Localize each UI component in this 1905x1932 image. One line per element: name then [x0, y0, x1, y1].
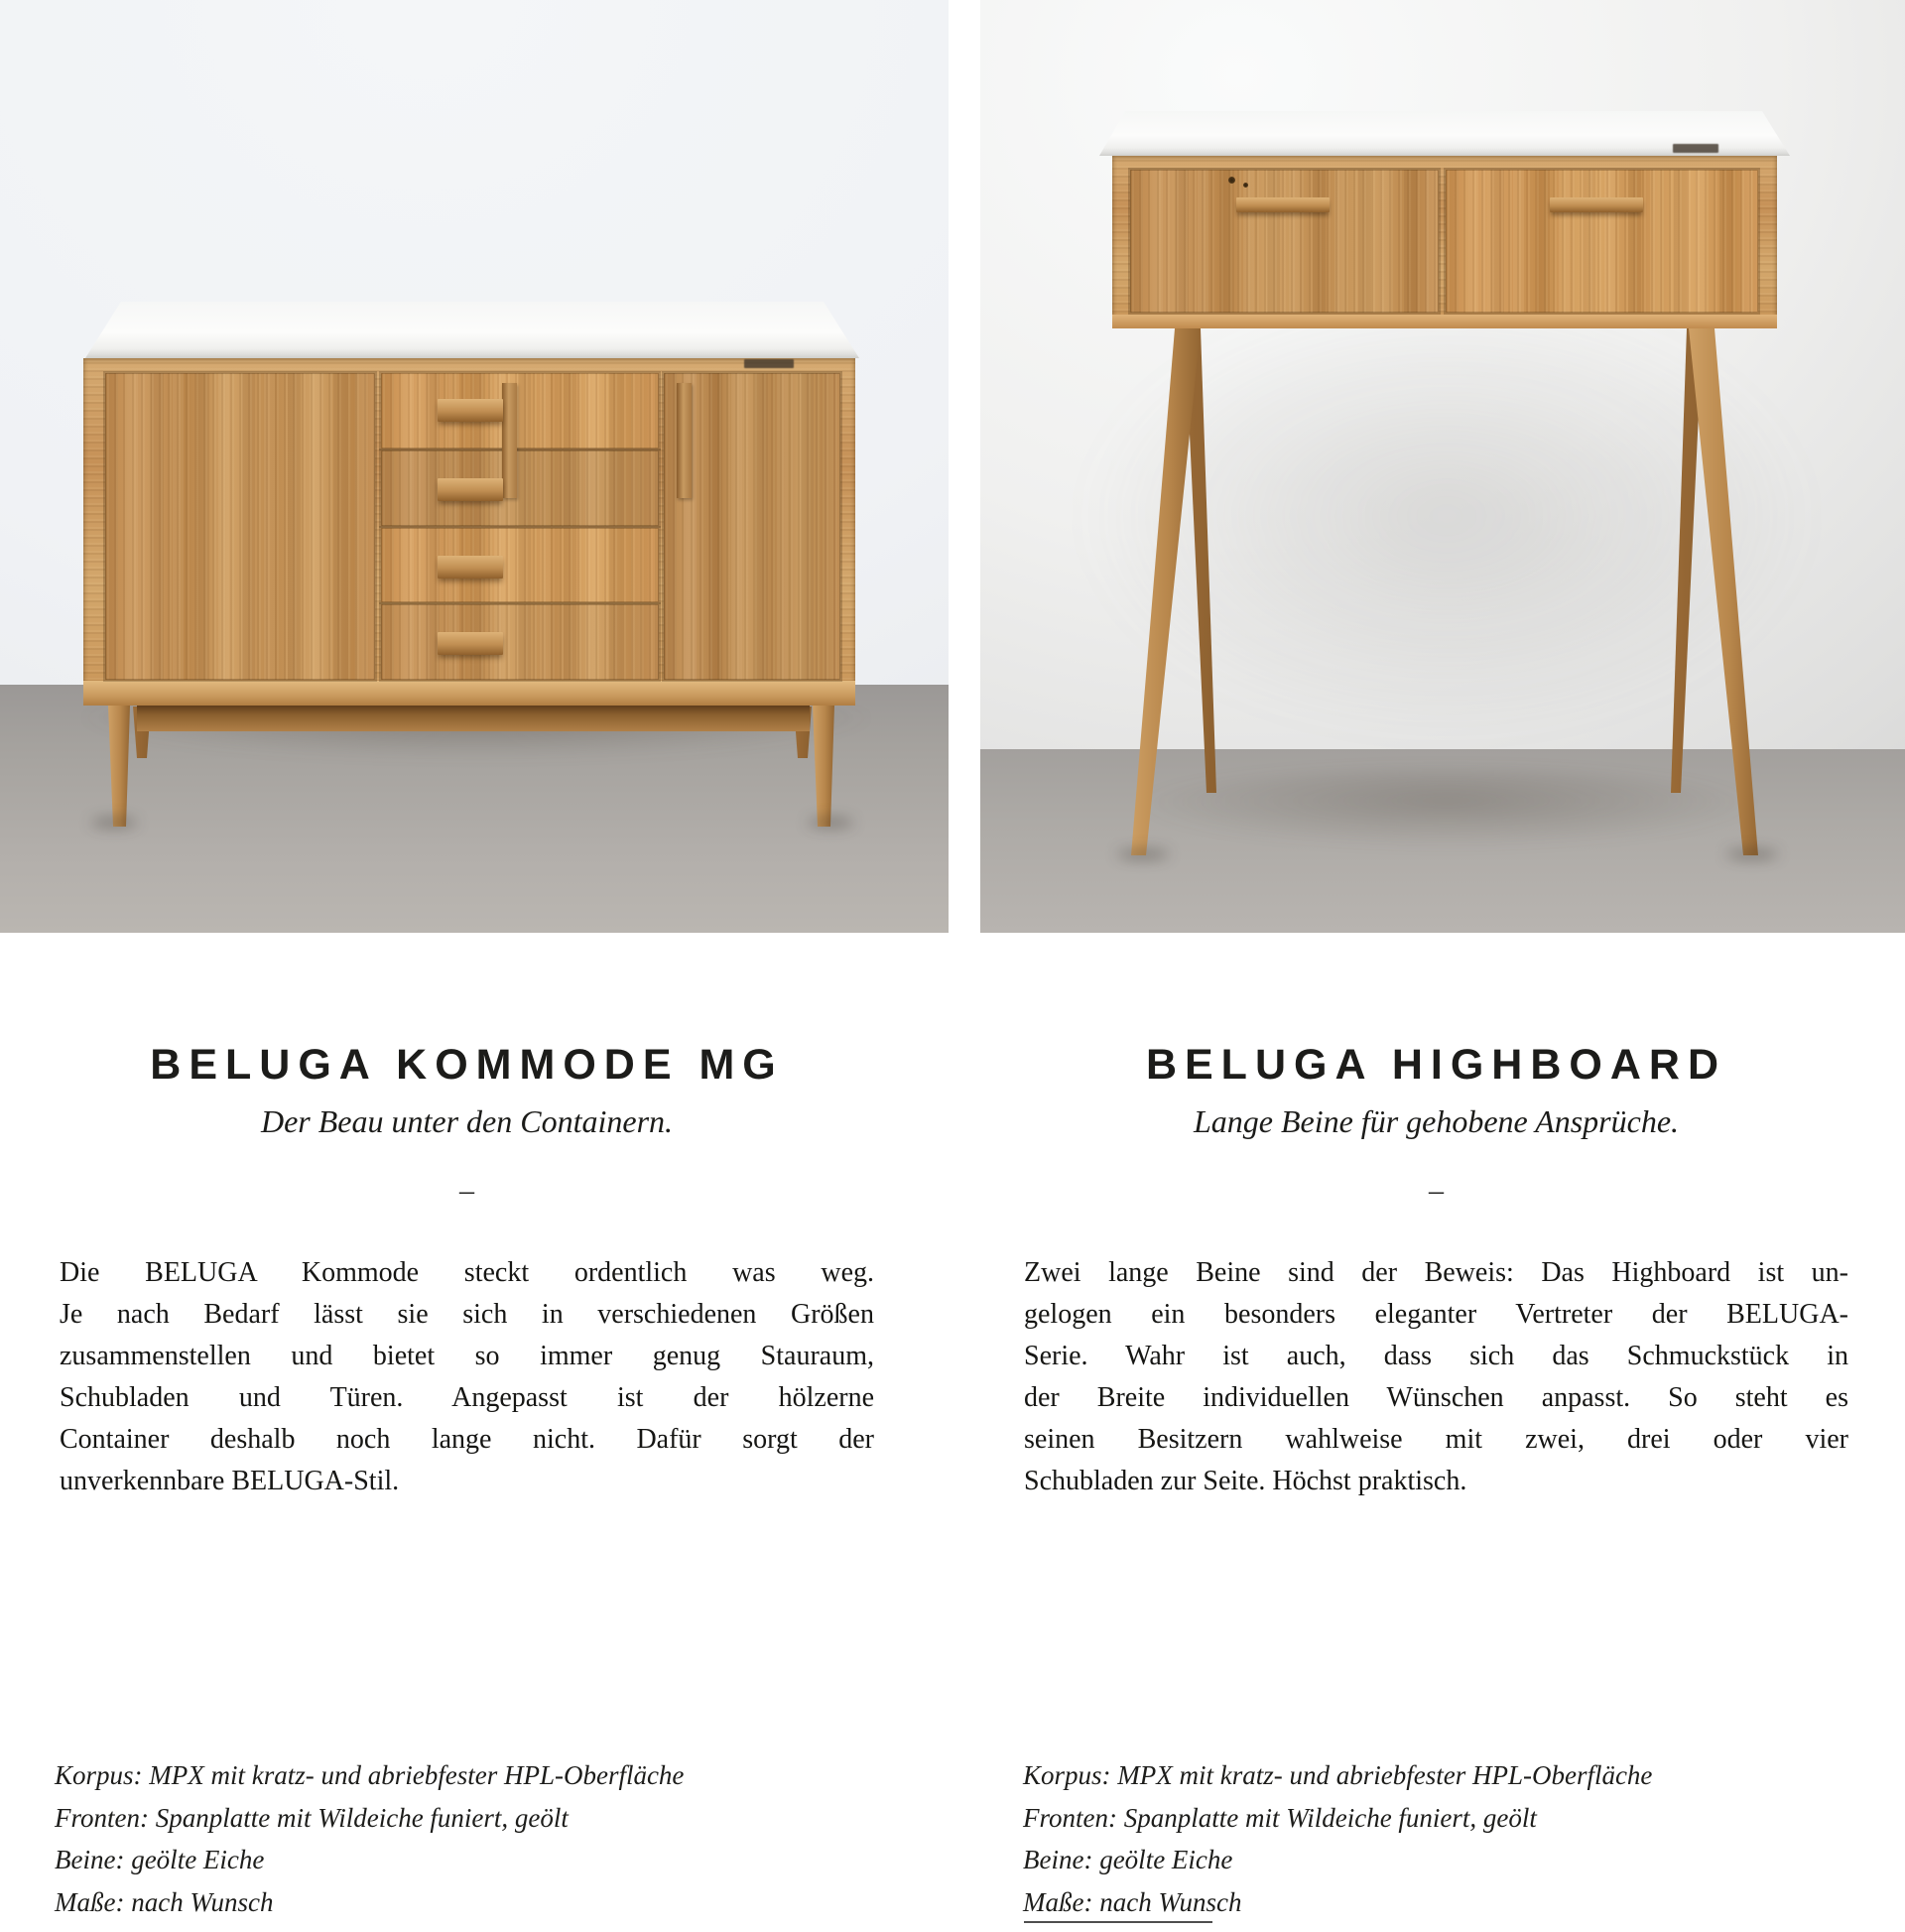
- product-title-kommode: BELUGA KOMMODE MG: [150, 1041, 784, 1089]
- highboard-drawer-handle-left: [1236, 197, 1330, 212]
- kommode-drawer-1: [381, 373, 659, 449]
- description-line: Container deshalb noch lange nicht. Dafür sorgt der: [60, 1424, 874, 1455]
- description-line: zusammenstellen und bietet so immer genug Stauraum,: [60, 1341, 874, 1371]
- product-specs-highboard: [1023, 1754, 1846, 1923]
- brand-stamp: [1673, 144, 1718, 153]
- product-title-highboard: BELUGA HIGHBOARD: [1145, 1041, 1727, 1089]
- product-photo-kommode: [0, 0, 949, 933]
- kommode-drawer-4: [381, 604, 659, 680]
- spec-line-beine: Beine: geölte Eiche: [55, 1845, 265, 1874]
- kommode-drawer-handle-3: [438, 556, 503, 579]
- highboard-drawer-right: [1446, 170, 1758, 313]
- product-subtitle-highboard: Lange Beine für gehobene Ansprüche.: [1193, 1103, 1680, 1139]
- separator-dash: –: [1429, 1174, 1444, 1207]
- spec-line-fronten: Fronten: Spanplatte mit Wildeiche funiert, geölt: [55, 1802, 569, 1833]
- product-description-highboard: [1024, 1252, 1848, 1502]
- kommode-tabletop: [85, 302, 859, 358]
- floor-shadow: [1129, 769, 1764, 848]
- description-line: Serie. Wahr ist auch, dass sich das Schmuckstück in: [1024, 1341, 1848, 1371]
- kommode-drawer-handle-4: [438, 632, 503, 655]
- wood-knot: [1243, 183, 1248, 188]
- leg-tip-shadow: [808, 818, 853, 828]
- product-specs-kommode: [55, 1754, 868, 1923]
- spec-line-masse: Maße: nach Wunsch: [1023, 1886, 1242, 1917]
- description-line: gelogen ein besonders eleganter Vertreter der BELUGA-: [1024, 1299, 1848, 1330]
- spec-line-fronten: Fronten: Spanplatte mit Wildeiche funiert, geölt: [1023, 1802, 1537, 1833]
- kommode-drawer-2: [381, 451, 659, 526]
- highboard-bottom-edge: [1112, 315, 1777, 328]
- spec-line-masse: Maße: nach Wunsch: [55, 1886, 274, 1917]
- description-line: unverkennbare BELUGA-Stil.: [60, 1466, 400, 1496]
- spec-line-korpus: Korpus: MPX mit kratz- und abriebfester HPL-Oberfläche: [1023, 1760, 1653, 1790]
- highboard-drawer-handle-right: [1550, 197, 1643, 212]
- description-line: Schubladen und Türen. Angepasst ist der hölzerne: [60, 1382, 874, 1413]
- product-subtitle-kommode: Der Beau unter den Containern.: [260, 1103, 674, 1139]
- kommode-bottom-edge: [83, 681, 855, 706]
- kommode-door-handle-right: [677, 383, 692, 498]
- leg-tip-shadow: [91, 818, 137, 828]
- description-line: Zwei lange Beine sind der Beweis: Das Highboard ist un-: [1024, 1257, 1848, 1288]
- description-line: Je nach Bedarf lässt sie sich in verschiedenen Größen: [60, 1299, 874, 1330]
- kommode-drawer-handle-2: [438, 478, 503, 501]
- spec-line-beine: Beine: geölte Eiche: [1023, 1845, 1233, 1874]
- product-photo-highboard: [980, 0, 1905, 933]
- kommode-door-handle-left: [502, 383, 517, 498]
- kommode-drawer-3: [381, 528, 659, 602]
- product-description-kommode: [60, 1252, 874, 1502]
- description-line: der Breite individuellen Wünschen anpasst. So steht es: [1024, 1382, 1848, 1413]
- wood-knot: [1228, 177, 1235, 184]
- kommode-door-left: [105, 373, 375, 680]
- highboard-drawer-left: [1130, 170, 1439, 313]
- description-line: seinen Besitzern wahlweise mit zwei, drei oder vier: [1024, 1424, 1848, 1455]
- leg-tip-shadow: [1117, 849, 1169, 859]
- separator-dash: –: [459, 1174, 474, 1207]
- description-line: Schubladen zur Seite. Höchst praktisch.: [1024, 1466, 1467, 1496]
- leg-tip-shadow: [1726, 849, 1778, 859]
- kommode-apron: [137, 706, 810, 731]
- specs-underline: [1024, 1921, 1212, 1923]
- kommode-drawer-handle-1: [438, 399, 503, 422]
- spec-line-korpus: Korpus: MPX mit kratz- und abriebfester HPL-Oberfläche: [55, 1760, 685, 1790]
- description-line: Die BELUGA Kommode steckt ordentlich was weg.: [60, 1257, 874, 1288]
- brand-stamp: [744, 359, 794, 368]
